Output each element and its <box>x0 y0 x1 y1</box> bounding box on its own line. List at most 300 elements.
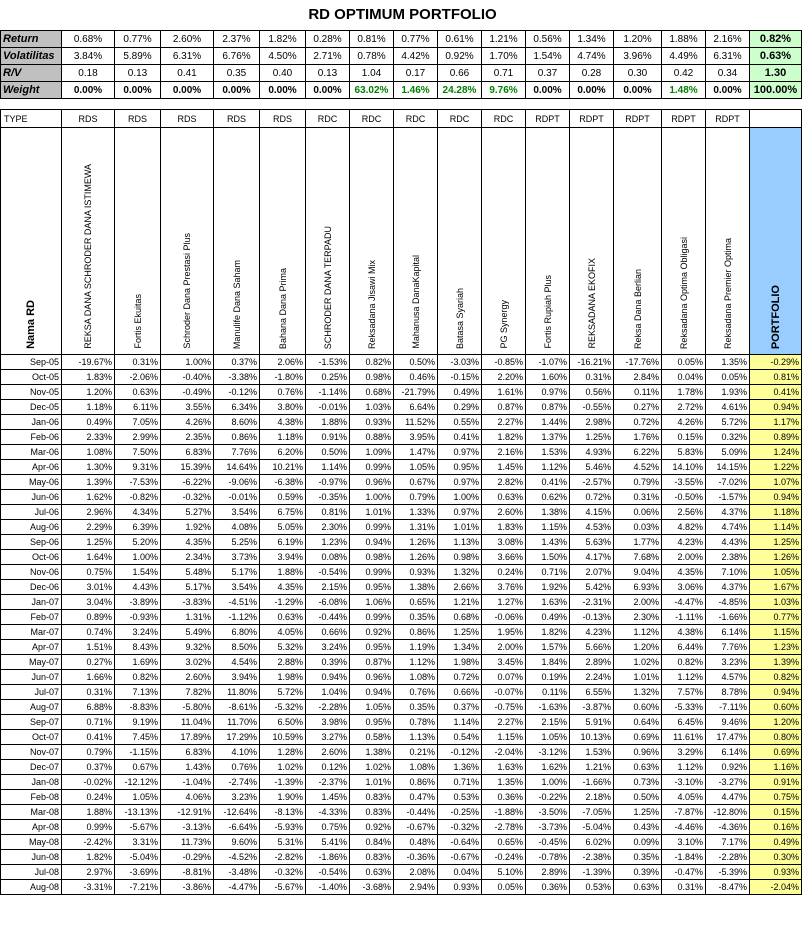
return-cell[interactable]: -12.80% <box>706 805 750 820</box>
return-cell[interactable]: 0.63% <box>260 610 306 625</box>
return-cell[interactable]: 2.89% <box>526 865 570 880</box>
return-cell[interactable]: -0.44% <box>306 610 350 625</box>
return-cell[interactable]: 5.63% <box>570 535 614 550</box>
summary-cell[interactable]: 0.40 <box>260 65 306 82</box>
return-cell[interactable]: 5.05% <box>260 520 306 535</box>
return-cell[interactable]: 3.54% <box>214 505 260 520</box>
fund-name-cell[interactable] <box>350 128 394 355</box>
return-cell[interactable]: -7.02% <box>706 475 750 490</box>
return-cell[interactable]: 3.94% <box>260 550 306 565</box>
return-cell[interactable]: -3.10% <box>662 775 706 790</box>
return-cell[interactable]: 5.72% <box>260 685 306 700</box>
return-cell[interactable]: 14.10% <box>662 460 706 475</box>
return-cell[interactable]: 2.34% <box>161 550 214 565</box>
return-cell[interactable]: 1.44% <box>526 415 570 430</box>
summary-cell[interactable]: 1.46% <box>394 82 438 99</box>
return-cell[interactable]: -1.39% <box>260 775 306 790</box>
return-cell[interactable]: 6.80% <box>214 625 260 640</box>
return-cell[interactable]: 2.15% <box>526 715 570 730</box>
return-cell[interactable]: 2.20% <box>482 370 526 385</box>
summary-cell[interactable]: 5.89% <box>115 48 161 65</box>
return-cell[interactable]: 1.47% <box>394 445 438 460</box>
return-cell[interactable]: 10.59% <box>260 730 306 745</box>
return-cell[interactable]: 1.93% <box>706 385 750 400</box>
return-cell[interactable]: 6.19% <box>260 535 306 550</box>
return-cell[interactable]: 2.60% <box>482 505 526 520</box>
return-cell[interactable]: -0.67% <box>438 850 482 865</box>
return-cell[interactable]: 1.83% <box>62 370 115 385</box>
return-cell[interactable]: 1.66% <box>62 670 115 685</box>
return-cell[interactable]: -3.83% <box>161 595 214 610</box>
return-cell[interactable]: 0.62% <box>526 490 570 505</box>
return-cell[interactable]: 5.27% <box>161 505 214 520</box>
return-cell[interactable]: 1.14% <box>306 460 350 475</box>
return-cell[interactable]: 3.08% <box>482 535 526 550</box>
return-cell[interactable]: 7.76% <box>214 445 260 460</box>
return-cell[interactable]: 4.08% <box>214 520 260 535</box>
return-cell[interactable]: -1.15% <box>115 745 161 760</box>
return-cell[interactable]: 0.73% <box>614 775 662 790</box>
return-cell[interactable]: -3.73% <box>526 820 570 835</box>
return-cell[interactable]: -5.04% <box>570 820 614 835</box>
return-cell[interactable]: -0.02% <box>62 775 115 790</box>
return-cell[interactable]: 2.97% <box>62 865 115 880</box>
return-cell[interactable]: 1.50% <box>526 550 570 565</box>
return-cell[interactable]: 9.32% <box>161 640 214 655</box>
return-cell[interactable]: -6.38% <box>260 475 306 490</box>
return-cell[interactable]: 2.38% <box>706 550 750 565</box>
return-cell[interactable]: 0.24% <box>62 790 115 805</box>
return-cell[interactable]: 0.66% <box>306 625 350 640</box>
return-cell[interactable]: -3.50% <box>526 805 570 820</box>
return-cell[interactable]: 0.76% <box>214 760 260 775</box>
return-cell[interactable]: 2.94% <box>394 880 438 895</box>
return-cell[interactable]: -3.27% <box>706 775 750 790</box>
return-cell[interactable]: 4.10% <box>214 745 260 760</box>
return-cell[interactable]: 0.36% <box>526 880 570 895</box>
return-cell[interactable]: 0.99% <box>350 460 394 475</box>
return-cell[interactable]: 1.43% <box>161 760 214 775</box>
summary-portfolio-cell[interactable]: 0.63% <box>750 48 802 65</box>
fund-type-cell[interactable]: RDC <box>350 110 394 128</box>
return-cell[interactable]: -0.82% <box>115 490 161 505</box>
return-cell[interactable]: 1.83% <box>482 520 526 535</box>
summary-cell[interactable]: 0.92% <box>438 48 482 65</box>
return-cell[interactable]: -1.84% <box>662 850 706 865</box>
return-cell[interactable]: 3.04% <box>62 595 115 610</box>
summary-cell[interactable]: 1.34% <box>570 31 614 48</box>
row-date[interactable]: Dec-07 <box>1 760 62 775</box>
return-cell[interactable]: 4.15% <box>570 505 614 520</box>
return-cell[interactable]: 0.72% <box>614 415 662 430</box>
row-date[interactable]: Jun-06 <box>1 490 62 505</box>
return-cell[interactable]: 5.17% <box>161 580 214 595</box>
return-cell[interactable]: 1.13% <box>438 535 482 550</box>
row-date[interactable]: Mar-08 <box>1 805 62 820</box>
return-cell[interactable]: -2.42% <box>62 835 115 850</box>
fund-type-cell[interactable]: RDC <box>482 110 526 128</box>
return-cell[interactable]: 1.02% <box>350 760 394 775</box>
row-date[interactable]: Aug-06 <box>1 520 62 535</box>
return-cell[interactable]: -0.06% <box>482 610 526 625</box>
return-cell[interactable]: 0.72% <box>438 670 482 685</box>
row-date[interactable]: Oct-07 <box>1 730 62 745</box>
return-cell[interactable]: 0.67% <box>394 475 438 490</box>
return-cell[interactable]: -8.47% <box>706 880 750 895</box>
return-cell[interactable]: -16.21% <box>570 355 614 370</box>
return-cell[interactable]: 4.38% <box>260 415 306 430</box>
return-cell[interactable]: 3.01% <box>62 580 115 595</box>
return-cell[interactable]: 1.00% <box>526 775 570 790</box>
return-cell[interactable]: 0.97% <box>438 475 482 490</box>
return-cell[interactable]: 1.20% <box>62 385 115 400</box>
return-cell[interactable]: 1.13% <box>394 730 438 745</box>
return-cell[interactable]: 2.27% <box>482 715 526 730</box>
fund-type-cell[interactable]: RDC <box>394 110 438 128</box>
return-cell[interactable]: -3.03% <box>438 355 482 370</box>
summary-portfolio-cell[interactable]: 100.00% <box>750 82 802 99</box>
summary-cell[interactable]: 0.34 <box>706 65 750 82</box>
portfolio-return-cell[interactable]: 1.24% <box>750 445 802 460</box>
fund-type-cell[interactable]: RDC <box>306 110 350 128</box>
fund-name-cell[interactable] <box>570 128 614 355</box>
return-cell[interactable]: 0.74% <box>62 625 115 640</box>
return-cell[interactable]: 8.78% <box>706 685 750 700</box>
return-cell[interactable]: 0.04% <box>438 865 482 880</box>
return-cell[interactable]: 0.66% <box>438 685 482 700</box>
return-cell[interactable]: 0.76% <box>394 685 438 700</box>
return-cell[interactable]: 0.41% <box>62 730 115 745</box>
return-cell[interactable]: -4.52% <box>214 850 260 865</box>
return-cell[interactable]: 0.55% <box>438 415 482 430</box>
return-cell[interactable]: 5.46% <box>570 460 614 475</box>
summary-cell[interactable]: 0.00% <box>570 82 614 99</box>
summary-cell[interactable]: 0.00% <box>614 82 662 99</box>
return-cell[interactable]: -0.50% <box>662 490 706 505</box>
summary-row-label[interactable]: Volatilitas <box>1 48 62 65</box>
return-cell[interactable]: 1.98% <box>438 655 482 670</box>
return-cell[interactable]: 0.53% <box>570 880 614 895</box>
fund-type-cell[interactable]: RDC <box>438 110 482 128</box>
summary-cell[interactable]: 0.61% <box>438 31 482 48</box>
row-date[interactable]: Apr-06 <box>1 460 62 475</box>
return-cell[interactable]: 17.89% <box>161 730 214 745</box>
return-cell[interactable]: 0.71% <box>438 775 482 790</box>
return-cell[interactable]: 0.94% <box>350 535 394 550</box>
portfolio-return-cell[interactable]: 1.15% <box>750 625 802 640</box>
return-cell[interactable]: 0.49% <box>62 415 115 430</box>
return-cell[interactable]: 0.49% <box>526 610 570 625</box>
return-cell[interactable]: 4.54% <box>214 655 260 670</box>
return-cell[interactable]: 2.16% <box>482 445 526 460</box>
return-cell[interactable]: 0.94% <box>306 670 350 685</box>
return-cell[interactable]: 1.88% <box>306 415 350 430</box>
return-cell[interactable]: -2.31% <box>570 595 614 610</box>
summary-cell[interactable]: 9.76% <box>482 82 526 99</box>
return-cell[interactable]: 0.31% <box>62 685 115 700</box>
return-cell[interactable]: 0.07% <box>482 670 526 685</box>
return-cell[interactable]: 4.35% <box>662 565 706 580</box>
return-cell[interactable]: 1.26% <box>394 535 438 550</box>
return-cell[interactable]: -5.39% <box>706 865 750 880</box>
row-date[interactable]: Sep-07 <box>1 715 62 730</box>
return-cell[interactable]: -3.69% <box>115 865 161 880</box>
return-cell[interactable]: 0.50% <box>306 445 350 460</box>
return-cell[interactable]: -6.08% <box>306 595 350 610</box>
return-cell[interactable]: 0.31% <box>614 490 662 505</box>
summary-cell[interactable]: 0.00% <box>161 82 214 99</box>
return-cell[interactable]: 1.06% <box>350 595 394 610</box>
portfolio-return-cell[interactable]: 1.67% <box>750 580 802 595</box>
return-cell[interactable]: 0.63% <box>614 760 662 775</box>
return-cell[interactable]: -0.13% <box>570 610 614 625</box>
summary-cell[interactable]: 0.00% <box>706 82 750 99</box>
return-cell[interactable]: 0.11% <box>526 685 570 700</box>
return-cell[interactable]: 0.98% <box>438 550 482 565</box>
return-cell[interactable]: 3.80% <box>260 400 306 415</box>
return-cell[interactable]: 11.80% <box>214 685 260 700</box>
return-cell[interactable]: 5.42% <box>570 580 614 595</box>
return-cell[interactable]: 2.96% <box>62 505 115 520</box>
portfolio-return-cell[interactable]: 0.94% <box>750 490 802 505</box>
return-cell[interactable]: -0.85% <box>482 355 526 370</box>
return-cell[interactable]: -0.07% <box>482 685 526 700</box>
return-cell[interactable]: 3.02% <box>161 655 214 670</box>
summary-cell[interactable]: 0.28% <box>306 31 350 48</box>
return-cell[interactable]: 7.68% <box>614 550 662 565</box>
return-cell[interactable]: -0.12% <box>214 385 260 400</box>
return-cell[interactable]: 0.82% <box>350 355 394 370</box>
portfolio-return-cell[interactable]: 0.75% <box>750 790 802 805</box>
return-cell[interactable]: 5.10% <box>482 865 526 880</box>
return-cell[interactable]: 0.41% <box>526 475 570 490</box>
return-cell[interactable]: 0.68% <box>438 610 482 625</box>
summary-cell[interactable]: 0.35 <box>214 65 260 82</box>
return-cell[interactable]: -4.46% <box>662 820 706 835</box>
return-cell[interactable]: 5.31% <box>260 835 306 850</box>
return-cell[interactable]: -1.07% <box>526 355 570 370</box>
return-cell[interactable]: 2.84% <box>614 370 662 385</box>
portfolio-return-cell[interactable]: 1.39% <box>750 655 802 670</box>
return-cell[interactable]: 1.95% <box>482 625 526 640</box>
return-cell[interactable]: 5.09% <box>706 445 750 460</box>
return-cell[interactable]: -4.51% <box>214 595 260 610</box>
row-date[interactable]: Jun-08 <box>1 850 62 865</box>
return-cell[interactable]: -21.79% <box>394 385 438 400</box>
return-cell[interactable]: 5.32% <box>260 640 306 655</box>
return-cell[interactable]: -2.06% <box>115 370 161 385</box>
return-cell[interactable]: 4.35% <box>260 580 306 595</box>
return-cell[interactable]: 0.24% <box>482 565 526 580</box>
return-cell[interactable]: 1.01% <box>350 775 394 790</box>
return-cell[interactable]: -0.64% <box>438 835 482 850</box>
summary-row-label[interactable]: R/V <box>1 65 62 82</box>
return-cell[interactable]: 1.12% <box>614 625 662 640</box>
return-cell[interactable]: 0.83% <box>350 790 394 805</box>
return-cell[interactable]: 1.25% <box>438 625 482 640</box>
return-cell[interactable]: 1.31% <box>394 520 438 535</box>
return-cell[interactable]: 1.92% <box>161 520 214 535</box>
return-cell[interactable]: 1.08% <box>394 670 438 685</box>
return-cell[interactable]: -7.87% <box>662 805 706 820</box>
row-date[interactable]: Jan-06 <box>1 415 62 430</box>
return-cell[interactable]: 0.65% <box>482 835 526 850</box>
fund-name-cell[interactable] <box>115 128 161 355</box>
return-cell[interactable]: 3.98% <box>306 715 350 730</box>
return-cell[interactable]: -3.68% <box>350 880 394 895</box>
return-cell[interactable]: 7.10% <box>706 565 750 580</box>
return-cell[interactable]: 1.77% <box>614 535 662 550</box>
return-cell[interactable]: 0.63% <box>350 865 394 880</box>
row-date[interactable]: Nov-05 <box>1 385 62 400</box>
return-cell[interactable]: 1.39% <box>62 475 115 490</box>
return-cell[interactable]: 4.05% <box>260 625 306 640</box>
return-cell[interactable]: -12.91% <box>161 805 214 820</box>
return-cell[interactable]: 6.75% <box>260 505 306 520</box>
return-cell[interactable]: 2.35% <box>161 430 214 445</box>
return-cell[interactable]: 1.45% <box>482 460 526 475</box>
return-cell[interactable]: 0.96% <box>350 670 394 685</box>
return-cell[interactable]: 1.78% <box>662 385 706 400</box>
return-cell[interactable]: 1.26% <box>394 550 438 565</box>
return-cell[interactable]: -0.29% <box>161 850 214 865</box>
return-cell[interactable]: 1.38% <box>526 505 570 520</box>
return-cell[interactable]: 0.35% <box>614 850 662 865</box>
return-cell[interactable]: -0.67% <box>394 820 438 835</box>
return-cell[interactable]: -1.53% <box>306 355 350 370</box>
return-cell[interactable]: 2.06% <box>260 355 306 370</box>
return-cell[interactable]: -3.87% <box>570 700 614 715</box>
return-cell[interactable]: 0.08% <box>306 550 350 565</box>
return-cell[interactable]: -3.38% <box>214 370 260 385</box>
return-cell[interactable]: 3.31% <box>115 835 161 850</box>
fund-name-cell[interactable] <box>306 128 350 355</box>
return-cell[interactable]: 6.45% <box>662 715 706 730</box>
return-cell[interactable]: 0.82% <box>115 670 161 685</box>
return-cell[interactable]: 1.32% <box>438 565 482 580</box>
return-cell[interactable]: -1.40% <box>306 880 350 895</box>
return-cell[interactable]: -0.75% <box>482 700 526 715</box>
return-cell[interactable]: 0.05% <box>706 370 750 385</box>
fund-type-cell[interactable]: RDS <box>214 110 260 128</box>
return-cell[interactable]: -2.78% <box>482 820 526 835</box>
return-cell[interactable]: 1.38% <box>350 745 394 760</box>
return-cell[interactable]: -3.31% <box>62 880 115 895</box>
return-cell[interactable]: 1.09% <box>350 445 394 460</box>
summary-cell[interactable]: 0.66 <box>438 65 482 82</box>
fund-name-cell[interactable] <box>526 128 570 355</box>
return-cell[interactable]: 1.27% <box>482 595 526 610</box>
row-date[interactable]: Aug-07 <box>1 700 62 715</box>
return-cell[interactable]: 0.82% <box>662 655 706 670</box>
return-cell[interactable]: 2.72% <box>662 400 706 415</box>
portfolio-return-cell[interactable]: 0.82% <box>750 670 802 685</box>
return-cell[interactable]: 1.30% <box>62 460 115 475</box>
row-date[interactable]: Jun-07 <box>1 670 62 685</box>
summary-cell[interactable]: 6.76% <box>214 48 260 65</box>
return-cell[interactable]: 6.34% <box>214 400 260 415</box>
return-cell[interactable]: 7.05% <box>115 415 161 430</box>
return-cell[interactable]: 9.04% <box>614 565 662 580</box>
return-cell[interactable]: 0.21% <box>394 745 438 760</box>
return-cell[interactable]: 1.35% <box>706 355 750 370</box>
return-cell[interactable]: -0.54% <box>306 565 350 580</box>
return-cell[interactable]: 1.04% <box>306 685 350 700</box>
return-cell[interactable]: 0.93% <box>438 880 482 895</box>
summary-cell[interactable]: 0.81% <box>350 31 394 48</box>
return-cell[interactable]: 0.53% <box>438 790 482 805</box>
return-cell[interactable]: 2.66% <box>438 580 482 595</box>
row-date[interactable]: Jan-08 <box>1 775 62 790</box>
portfolio-return-cell[interactable]: 1.25% <box>750 535 802 550</box>
return-cell[interactable]: 6.39% <box>115 520 161 535</box>
return-cell[interactable]: -1.86% <box>306 850 350 865</box>
summary-cell[interactable]: 0.41 <box>161 65 214 82</box>
return-cell[interactable]: 0.65% <box>394 595 438 610</box>
return-cell[interactable]: -4.47% <box>662 595 706 610</box>
return-cell[interactable]: 5.66% <box>570 640 614 655</box>
return-cell[interactable]: 6.83% <box>161 745 214 760</box>
return-cell[interactable]: 1.53% <box>570 745 614 760</box>
type-portfolio-blank[interactable] <box>750 110 802 128</box>
return-cell[interactable]: -0.15% <box>438 370 482 385</box>
return-cell[interactable]: -3.48% <box>214 865 260 880</box>
return-cell[interactable]: 0.93% <box>350 415 394 430</box>
return-cell[interactable]: 11.04% <box>161 715 214 730</box>
return-cell[interactable]: 0.75% <box>306 820 350 835</box>
return-cell[interactable]: 2.82% <box>482 475 526 490</box>
return-cell[interactable]: 1.92% <box>526 580 570 595</box>
portfolio-return-cell[interactable]: 1.23% <box>750 640 802 655</box>
fund-name-cell[interactable] <box>260 128 306 355</box>
return-cell[interactable]: 5.20% <box>115 535 161 550</box>
return-cell[interactable]: 4.37% <box>706 505 750 520</box>
row-date[interactable]: Nov-07 <box>1 745 62 760</box>
portfolio-return-cell[interactable]: 1.14% <box>750 520 802 535</box>
return-cell[interactable]: 0.15% <box>662 430 706 445</box>
return-cell[interactable]: 0.97% <box>438 445 482 460</box>
return-cell[interactable]: 2.33% <box>62 430 115 445</box>
return-cell[interactable]: 0.71% <box>526 565 570 580</box>
return-cell[interactable]: 0.58% <box>350 730 394 745</box>
fund-name-cell[interactable] <box>214 128 260 355</box>
portfolio-return-cell[interactable]: 1.20% <box>750 715 802 730</box>
return-cell[interactable]: -8.13% <box>260 805 306 820</box>
return-cell[interactable]: 1.01% <box>614 670 662 685</box>
return-cell[interactable]: 0.39% <box>306 655 350 670</box>
return-cell[interactable]: 0.93% <box>394 565 438 580</box>
return-cell[interactable]: 0.86% <box>394 625 438 640</box>
summary-cell[interactable]: 0.00% <box>62 82 115 99</box>
return-cell[interactable]: 4.17% <box>570 550 614 565</box>
summary-cell[interactable]: 0.42 <box>662 65 706 82</box>
return-cell[interactable]: -5.32% <box>260 700 306 715</box>
return-cell[interactable]: 0.99% <box>62 820 115 835</box>
return-cell[interactable]: 0.43% <box>614 820 662 835</box>
return-cell[interactable]: 1.69% <box>115 655 161 670</box>
return-cell[interactable]: -2.28% <box>306 700 350 715</box>
return-cell[interactable]: 4.26% <box>161 415 214 430</box>
summary-cell[interactable]: 1.82% <box>260 31 306 48</box>
return-cell[interactable]: 4.34% <box>115 505 161 520</box>
return-cell[interactable]: 1.82% <box>482 430 526 445</box>
return-cell[interactable]: -0.32% <box>161 490 214 505</box>
summary-cell[interactable]: 0.71 <box>482 65 526 82</box>
return-cell[interactable]: 0.37% <box>214 355 260 370</box>
summary-cell[interactable]: 2.37% <box>214 31 260 48</box>
return-cell[interactable]: 0.41% <box>438 430 482 445</box>
row-date[interactable]: Feb-08 <box>1 790 62 805</box>
